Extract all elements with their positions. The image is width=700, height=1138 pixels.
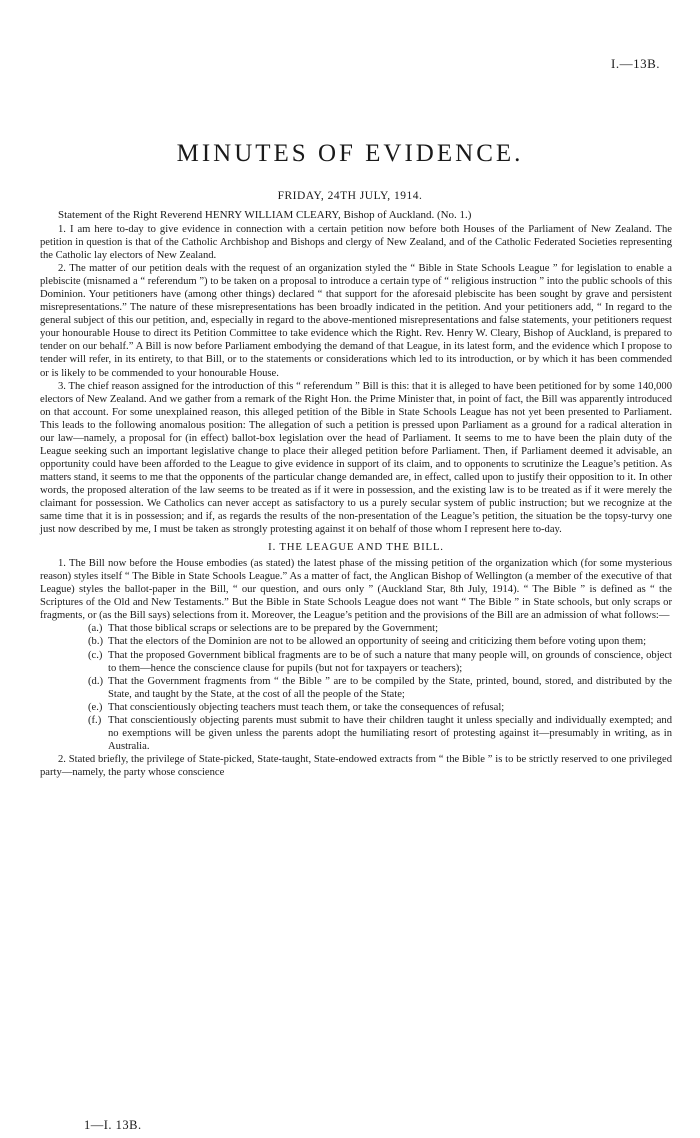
list-item (88, 714, 672, 753)
paragraph-2: 2. The matter of our petition deals with the request of an organization styled the “ Bible in State Schools League ” for legislation to enable a plebiscite (misnamed a “ referendum ”) to be taken on a proposal to introduce a certain type of “ religious instruction ” into the public schools of this Dominion. Your petitioners have (among other things) declared “ that support for the aforesaid plebiscite has been sought by grave and persistent misrepresentations.” The nature of these misrepresentations has been broadly indicated in the petition. And your petitioners add, “ In regard to the general subject of this our petition, and, especially in regard to the above-mentioned misrepresentations and false statements, your petitioners request your honourable House to direct its Petition Committee to take evidence which the Right. Rev. Henry W. Cleary, Bishop of Auckland, is prepared to tender on our behalf.” A Bill is now before Parliament embodying the demand of that League, in its latest form, and the evidence which I propose to tender will refer, in its entirety, to that Bill, or to the statements or considerations which led to its introduction, or by which it has been commended or is likely to be commended to your honourable House. (40, 263, 672, 379)
list-item-letter: (b.) (88, 636, 104, 648)
list-item-letter: (e.) (88, 701, 103, 713)
list-item-text: That the Government fragments from “ the Bible ” are to be compiled by the State, printed, bound, stored, and distributed by the State, and taught by the State, at the cost of all the people of the State; (108, 675, 672, 700)
admission-list (40, 622, 672, 752)
list-item (88, 701, 672, 714)
page-footer-signature: 1—I. 13B. (84, 1118, 142, 1132)
list-item (88, 675, 672, 701)
paragraph-1: 1. I am here to-day to give evidence in connection with a certain petition now before both Houses of the Parliament of New Zealand. The petition in question is that of the Catholic Archbishop and Bishops and clergy of New Zealand, and of the Catholic Federated Societies representing the Catholic lay electors of New Zealand. (40, 224, 672, 262)
list-item-text: That conscientiously objecting parents must submit to have their children taught it unless specially and individually exempted; and no exemptions will be given unless the parents adopt the humiliating resort of protesting against it—presumably in writing, as in Australia. (108, 714, 672, 752)
list-item (88, 649, 672, 675)
list-item-text: That the proposed Government biblical fragments are to be of such a nature that many people will, on grounds of conscience, object to them—hence the conscience clause for pupils (but not for taxpayers or teachers); (108, 649, 672, 674)
list-item-letter: (c.) (88, 649, 103, 661)
list-item-letter: (d.) (88, 675, 104, 687)
list-item-text: That the electors of the Dominion are not to be allowed an opportunity of seeing and criticizing them before voting upon them; (108, 636, 647, 648)
date-line: FRIDAY, 24TH JULY, 1914. (277, 190, 423, 202)
list-item-letter: (f.) (88, 714, 102, 726)
list-item (88, 622, 672, 635)
list-item-text: That conscientiously objecting teachers must teach them, or take the consequences of refusal; (108, 701, 505, 713)
list-item (88, 635, 672, 648)
body-text (40, 208, 672, 779)
page-title: MINUTES OF EVIDENCE. (176, 140, 524, 167)
statement-heading: Statement of the Right Reverend HENRY WILLIAM CLEARY, Bishop of Auckland. (No. 1.) (58, 209, 472, 221)
list-item-text: That those biblical scraps or selections are to be prepared by the Government; (108, 623, 439, 635)
section-heading: I. THE LEAGUE AND THE BILL. (268, 541, 444, 554)
list-item-letter: (a.) (88, 623, 103, 635)
paragraph-3: 3. The chief reason assigned for the introduction of this “ referendum ” Bill is this: that it is alleged to have been petitioned for by some 140,000 electors of New Zealand. And we gather from a remark of the Right Hon. the Prime Minister that, in point of fact, the Bill was apparently introduced on that account. For some unexplained reason, this alleged petition of the Bible in State Schools League has not yet been presented to Parliament. This leads to the following anomalous position: The allegation of such a petition is pressed upon Parliament as a ground for a radical alteration in our law—namely, a proposal for (in effect) ballot-box legislation over the head of Parliament. It seems to me to have been the plain duty of the League seeking such an important legislative change to place their alleged petition before Parliament. Then, if Parliament deemed it advisable, an opportunity could have been afforded to the League to give evidence in support of its claim, and to opponents to scrutinize the League’s petition. As matters stand, it seems to me that the opponents of the particular change demanded are, in effect, called upon to justify their opposition to it. In other words, the proposed alteration of the law seems to be treated as if it were in possession, and the existing law is to be treated as if it were merely the claimant for possession. We Catholics can never accept as satisfactory to us a purely secular system of public instruction; but we recognize at the same time that it is in possession; and if, as regards the results of the non-presentation of the League’s petition, the situation be the topsy-turvy one just now described by me, I must be taken as strongly protesting against it on behalf of those whom I represent here to-day. (40, 380, 672, 536)
page-reference: I.—13B. (611, 56, 660, 71)
section-paragraph-1: 1. The Bill now before the House embodies (as stated) the latest phase of the missing petition of the organization which (for some mysterious reason) styles itself “ The Bible in State Schools League.” As a matter of fact, the Anglican Bishop of Wellington (a member of the executive of that League) styles the ballot-paper in the Bill, “ our question, and ours only ” (Auckland Star, 8th July, 1914). “ The Bible ” is defined as “ the Scriptures of the Old and New Testaments.” But the Bible in State Schools League does not want “ The Bible ” in State schools, but only scraps or fragments, or (as the Bill says) selections from it. Moreover, the League’s petition and the provisions of the Bill are an admission of what follows:— (40, 558, 672, 622)
section-paragraph-2: 2. Stated briefly, the privilege of State-picked, State-taught, State-endowed extracts from “ the Bible ” is to be strictly reserved to one privileged party—namely, the party whose conscience (40, 753, 672, 778)
